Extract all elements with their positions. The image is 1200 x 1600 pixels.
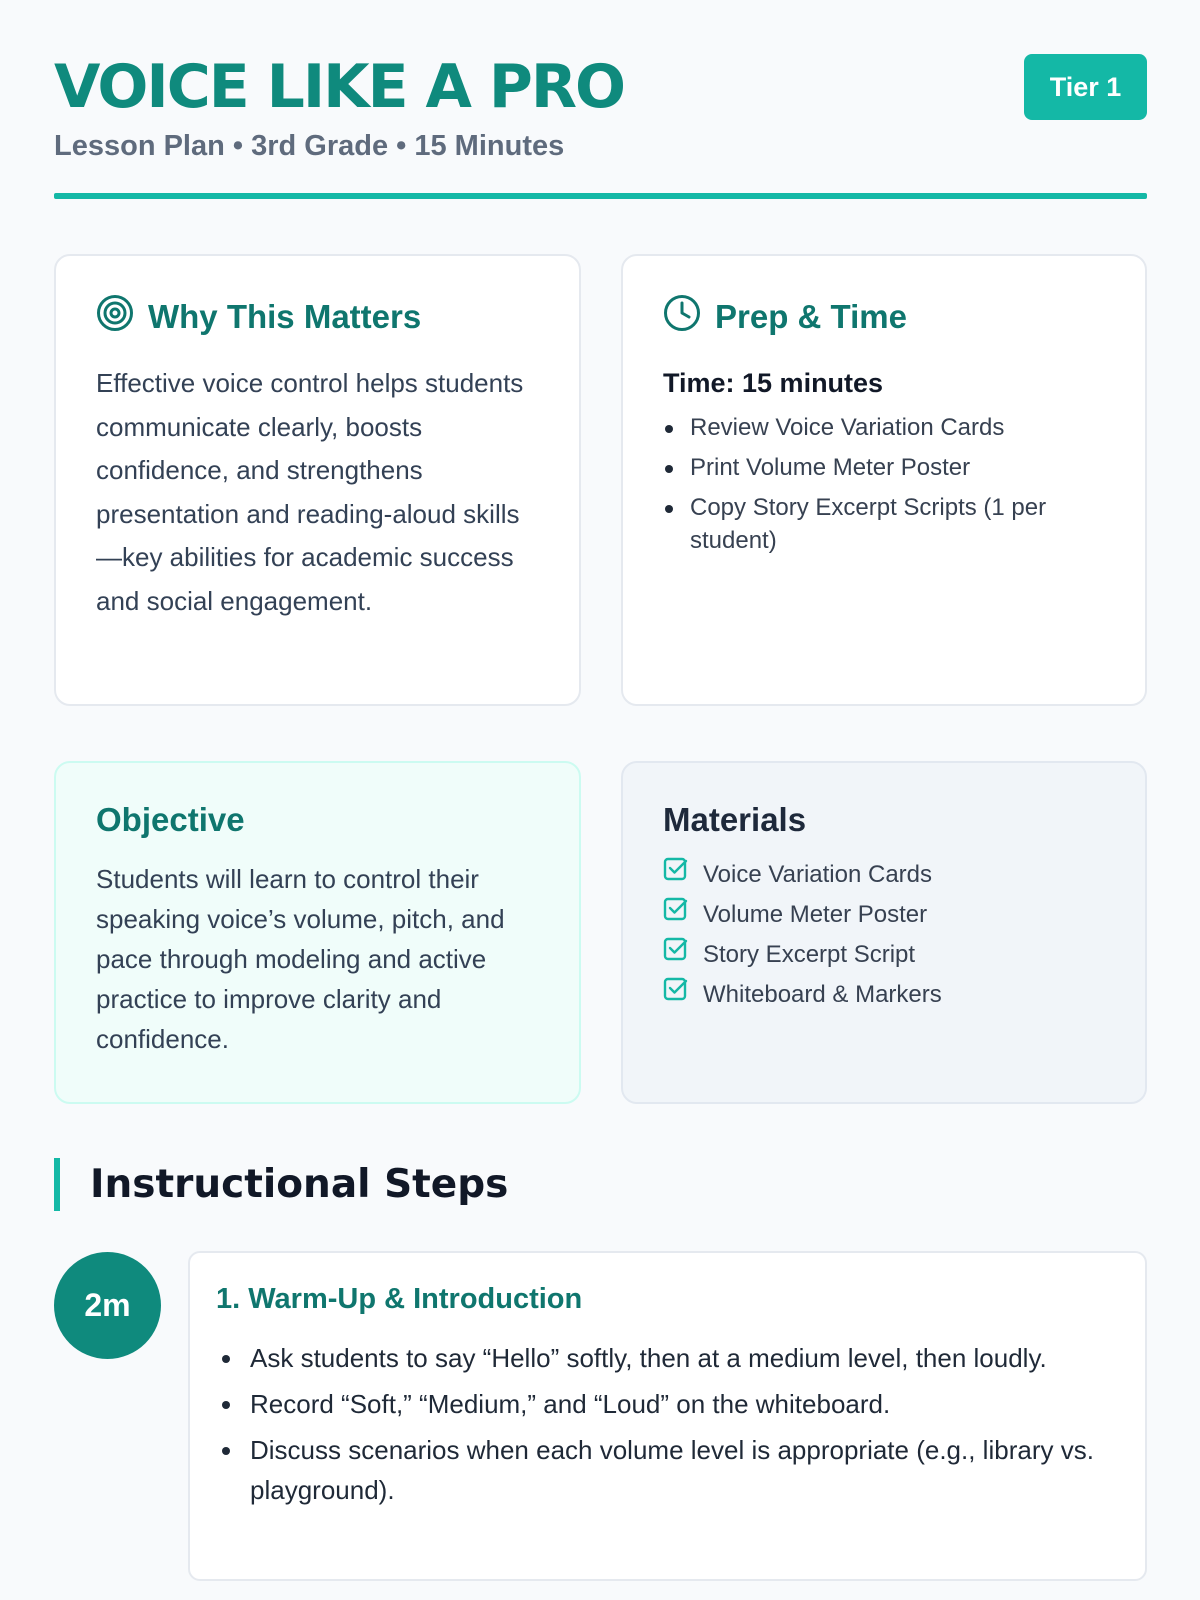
material-label: Whiteboard & Markers: [703, 981, 942, 1008]
target-icon: [96, 294, 134, 340]
header-divider: [54, 193, 1147, 199]
step-bullets: [216, 1338, 1119, 1510]
page-subtitle: Lesson Plan • 3rd Grade • 15 Minutes: [54, 130, 565, 162]
why-title: Why This Matters: [148, 298, 422, 335]
page-title: VOICE LIKE A PRO: [54, 52, 625, 122]
objective-body: Students will learn to control their speaking voice’s volume, pitch, and pace through modeling and active practice to improve clarity and confidence.: [96, 864, 505, 1054]
why-heading: [96, 294, 539, 340]
section-heading-instructional-steps: Instructional Steps: [54, 1158, 508, 1211]
step-duration-badge: 2m: [54, 1252, 161, 1359]
list-item: [663, 895, 1105, 935]
checkbox-icon: [663, 895, 689, 935]
list-item: Record “Soft,” “Medium,” and “Loud” on the whiteboard.: [216, 1384, 1119, 1424]
prep-heading: [663, 294, 1105, 340]
clock-icon: [663, 294, 701, 340]
step-title: 1. Warm-Up & Introduction: [216, 1283, 583, 1315]
checkbox-icon: [663, 935, 689, 975]
step-card: [188, 1251, 1147, 1581]
checkbox-icon: [663, 975, 689, 1015]
material-label: Story Excerpt Script: [703, 941, 916, 968]
list-item: [663, 935, 1105, 975]
list-item: Print Volume Meter Poster: [663, 451, 1105, 484]
page-header: [54, 52, 1147, 163]
prep-time: Time: 15 minutes: [663, 368, 884, 398]
list-item: [663, 975, 1105, 1015]
prep-time-card: [621, 254, 1147, 706]
list-item: Ask students to say “Hello” softly, then at a medium level, then loudly.: [216, 1338, 1119, 1378]
tier-badge: Tier 1: [1024, 54, 1147, 120]
objective-title: Objective: [96, 801, 245, 838]
material-label: Voice Variation Cards: [703, 861, 933, 888]
materials-card: [621, 761, 1147, 1104]
materials-list: [663, 855, 1105, 1015]
material-label: Volume Meter Poster: [703, 901, 928, 928]
materials-title: Materials: [663, 801, 807, 838]
list-item: Review Voice Variation Cards: [663, 411, 1105, 444]
list-item: Discuss scenarios when each volume level is appropriate (e.g., library vs. playground).: [216, 1430, 1119, 1510]
list-item: [663, 855, 1105, 895]
prep-list: [663, 411, 1105, 557]
why-this-matters-card: [54, 254, 581, 706]
list-item: Copy Story Excerpt Scripts (1 per student): [663, 491, 1105, 557]
objective-card: [54, 761, 581, 1104]
prep-title: Prep & Time: [715, 298, 907, 335]
checkbox-icon: [663, 855, 689, 895]
why-body: Effective voice control helps students communicate clearly, boosts confidence, and strengthens presentation and reading-aloud skills—key abilities for academic success and social engagement.: [96, 368, 524, 616]
